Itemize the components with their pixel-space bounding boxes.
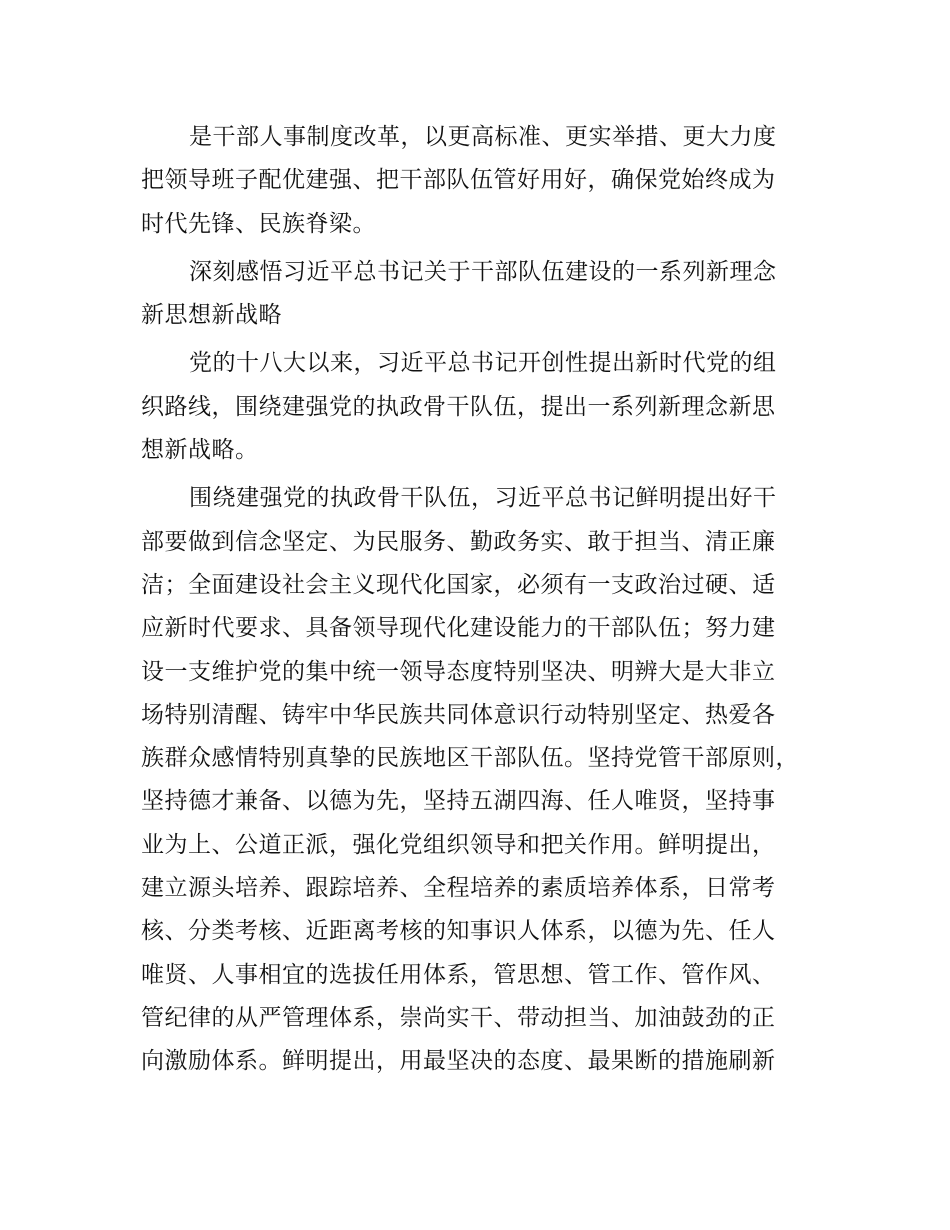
text-line: 坚持德才兼备、以德为先，坚持五湖四海、任人唯贤，坚持事 bbox=[141, 788, 776, 815]
text-line: 党的十八大以来，习近平总书记开创性提出新时代党的组 bbox=[189, 350, 777, 377]
text-line: 把领导班子配优建强、把干部队伍管好用好，确保党始终成为 bbox=[141, 167, 776, 194]
text-line: 深刻感悟习近平总书记关于干部队伍建设的一系列新理念 bbox=[189, 258, 777, 285]
text-line: 是干部人事制度改革，以更高标准、更实举措、更大力度 bbox=[189, 124, 777, 150]
paragraph-3 bbox=[141, 342, 813, 472]
text-line: 新思想新战略 bbox=[141, 302, 282, 329]
paragraph-2-heading bbox=[141, 251, 813, 338]
text-line: 场特别清醒、铸牢中华民族共同体意识行动特别坚定、热爱各 bbox=[141, 701, 776, 728]
text-line: 业为上、公道正派，强化党组织领导和把关作用。鲜明提出， bbox=[141, 831, 776, 858]
text-line: 建立源头培养、跟踪培养、全程培养的素质培养体系，日常考 bbox=[141, 875, 776, 902]
text-line: 向激励体系。鲜明提出，用最坚决的态度、最果断的措施刷新 bbox=[141, 1048, 776, 1075]
text-line: 唯贤、人事相宜的选拔任用体系，管思想、管工作、管作风、 bbox=[141, 961, 776, 988]
text-line: 管纪律的从严管理体系，崇尚实干、带动担当、加油鼓劲的正 bbox=[141, 1004, 776, 1031]
paragraph-4 bbox=[141, 477, 813, 1083]
text-line: 族群众感情特别真挚的民族地区干部队伍。坚持党管干部原则， bbox=[141, 745, 799, 772]
text-line: 核、分类考核、近距离考核的知事识人体系，以德为先、任人 bbox=[141, 918, 776, 945]
document-body bbox=[141, 116, 813, 1089]
text-line: 应新时代要求、具备领导现代化建设能力的干部队伍；努力建 bbox=[141, 615, 776, 642]
text-line: 时代先锋、民族脊梁。 bbox=[141, 210, 376, 237]
text-line: 想新战略。 bbox=[141, 437, 259, 464]
text-line: 围绕建强党的执政骨干队伍，习近平总书记鲜明提出好干 bbox=[189, 485, 777, 512]
text-line: 设一支维护党的集中统一领导态度特别坚决、明辨大是大非立 bbox=[141, 658, 776, 685]
text-line: 洁；全面建设社会主义现代化国家，必须有一支政治过硬、适 bbox=[141, 571, 776, 598]
text-line: 部要做到信念坚定、为民服务、勤政务实、敢于担当、清正廉 bbox=[141, 528, 776, 555]
text-line: 织路线，围绕建强党的执政骨干队伍，提出一系列新理念新思 bbox=[141, 393, 776, 420]
paragraph-1 bbox=[141, 116, 813, 246]
